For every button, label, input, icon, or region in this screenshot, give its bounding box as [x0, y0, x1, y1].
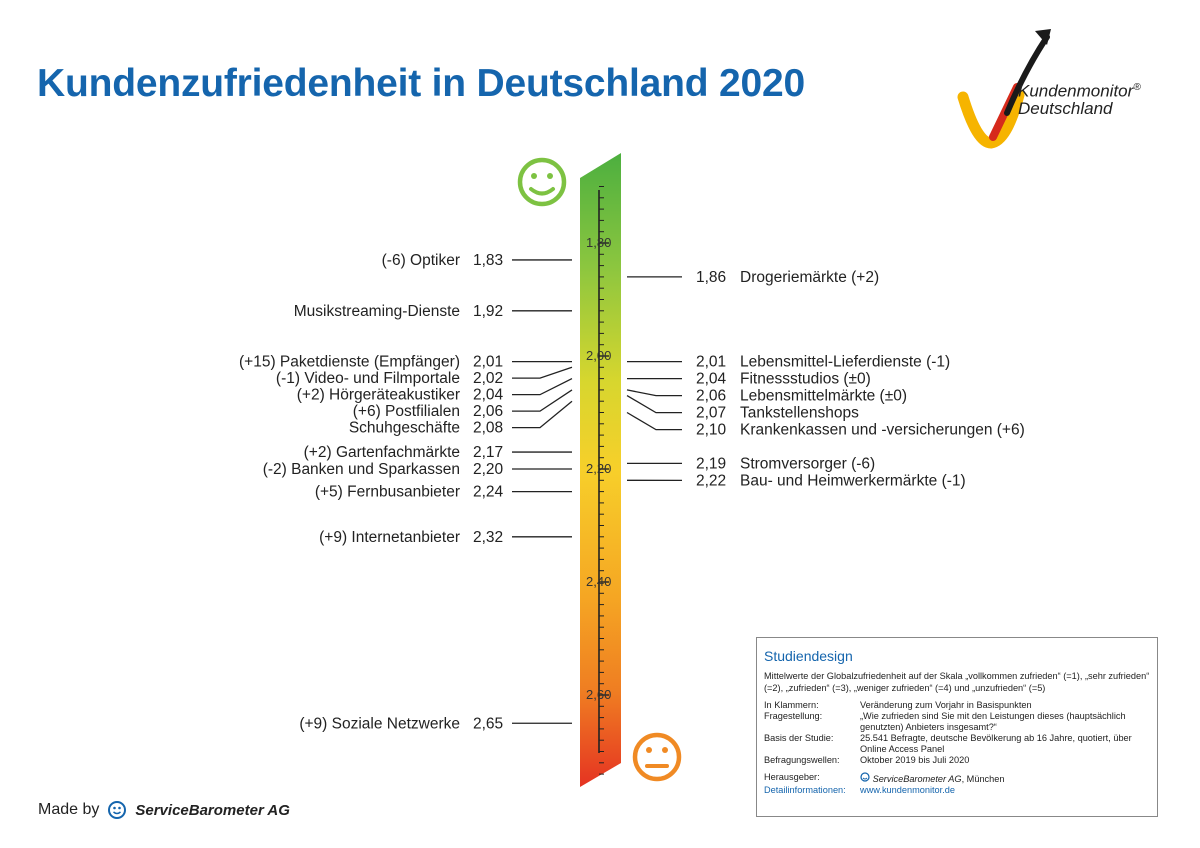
study-publisher-key: Herausgeber:	[764, 772, 820, 782]
study-row-key: Befragungswellen:	[764, 755, 840, 765]
left-leader-line	[512, 379, 572, 395]
left-value-label: 2,17	[473, 444, 504, 462]
study-publisher-row	[764, 772, 1150, 785]
study-publisher-city: , München	[961, 774, 1005, 784]
right-value-label: 2,19	[696, 455, 727, 473]
left-entry	[304, 444, 572, 461]
right-category-label: Stromversorger (-6)	[740, 455, 876, 473]
right-value-label: 1,86	[696, 268, 727, 286]
right-value-label: 2,22	[696, 472, 727, 490]
study-details-link[interactable]: www.kundenmonitor.de	[860, 785, 955, 795]
right-entry	[627, 455, 875, 472]
study-row-value: Veränderung zum Vorjahr in Basispunkten	[860, 700, 1032, 710]
left-category-label: (+5) Fernbusanbieter	[314, 483, 460, 501]
left-entry	[382, 252, 572, 269]
servicebarometer-icon	[107, 800, 127, 820]
right-value-label: 2,01	[696, 353, 727, 371]
right-entry	[627, 472, 966, 489]
page-title: Kundenzufriedenheit in Deutschland 2020	[37, 62, 805, 105]
right-category-label: Lebensmittelmärkte (±0)	[740, 387, 908, 405]
study-description: Mittelwerte der Globalzufriedenheit auf der Skala „vollkommen zufrieden“ (=1), „sehr zufrieden“ (=2), „zufrieden“ (=3), „weniger zufrieden“ (=4) und „unzufrieden“ (=5)	[764, 671, 1150, 693]
made-by-label: Made by	[38, 801, 100, 818]
right-entry	[627, 354, 950, 371]
left-category-label: (+9) Soziale Netzwerke	[299, 715, 460, 733]
study-row-value: Oktober 2019 bis Juli 2020	[860, 755, 970, 765]
left-value-label: 2,24	[473, 483, 504, 501]
left-entry	[294, 303, 572, 320]
right-entry	[627, 269, 879, 286]
left-value-label: 2,32	[473, 528, 504, 546]
right-value-label: 2,04	[696, 370, 727, 388]
left-entry	[263, 461, 572, 478]
study-details-key: Detailinformationen:	[764, 785, 846, 795]
right-leader-line	[627, 413, 682, 430]
right-category-label: Lebensmittel-Lieferdienste (-1)	[740, 353, 951, 371]
axis-tick-label: 2,20	[586, 461, 612, 476]
study-row-value: 25.541 Befragte, deutsche Bevölkerung ab 16 Jahre, quotiert, über Online Access Panel	[860, 733, 1132, 754]
left-value-label: 2,06	[473, 403, 504, 421]
right-category-label: Tankstellenshops	[740, 404, 859, 422]
study-row	[764, 755, 1150, 766]
axis-tick-label: 2,60	[586, 687, 612, 702]
left-value-label: 2,02	[473, 370, 504, 388]
left-category-label: Musikstreaming-Dienste	[293, 302, 460, 320]
left-value-label: 1,92	[473, 302, 504, 320]
left-category-label: (+2) Gartenfachmärkte	[303, 444, 460, 462]
left-category-label: (+6) Postfilialen	[352, 403, 460, 421]
study-publisher-name: ServiceBarometer AG	[872, 774, 962, 784]
study-row	[764, 700, 1150, 711]
left-category-label: (-1) Video- und Filmportale	[275, 370, 460, 388]
left-entry	[319, 529, 572, 546]
study-row	[764, 711, 1150, 733]
axis-tick-label: 2,00	[586, 348, 612, 363]
left-value-label: 2,01	[473, 353, 504, 371]
right-category-label: Krankenkassen und -versicherungen (+6)	[740, 421, 1025, 439]
study-row-key: Basis der Studie:	[764, 733, 834, 743]
left-category-label: (-6) Optiker	[381, 251, 460, 269]
study-row-key: In Klammern:	[764, 700, 819, 710]
made-by-footer	[38, 800, 290, 820]
study-design-box	[756, 637, 1158, 817]
study-row	[764, 733, 1150, 755]
left-entry	[276, 367, 572, 387]
smiley-neutral-icon	[635, 735, 679, 779]
left-value-label: 2,08	[473, 419, 504, 437]
right-value-label: 2,07	[696, 404, 727, 422]
left-leader-line	[512, 367, 572, 378]
left-category-label: (+9) Internetanbieter	[319, 528, 460, 546]
left-entry	[299, 715, 572, 732]
made-by-company: ServiceBarometer AG	[135, 801, 290, 819]
study-details-row[interactable]	[764, 785, 1150, 796]
left-value-label: 2,65	[473, 715, 504, 733]
left-value-label: 2,20	[473, 461, 504, 478]
right-entry	[627, 388, 907, 405]
left-category-label: (+2) Hörgeräteakustiker	[296, 386, 460, 404]
left-entry	[239, 354, 572, 371]
servicebarometer-small-icon	[860, 772, 870, 782]
study-title: Studiendesign	[764, 648, 853, 664]
smiley-happy-icon	[520, 160, 564, 204]
logo-registered-mark: ®	[1133, 82, 1141, 93]
axis-tick-label: 2,40	[586, 574, 612, 589]
right-leader-line	[627, 390, 682, 396]
axis-tick-label: 1,80	[586, 235, 612, 250]
left-value-label: 2,04	[473, 386, 504, 404]
right-entry	[627, 371, 871, 388]
logo-wordmark	[1018, 79, 1141, 117]
left-value-label: 1,83	[473, 251, 504, 269]
right-category-label: Drogeriemärkte (+2)	[740, 268, 880, 286]
right-value-label: 2,10	[696, 421, 727, 439]
right-leader-line	[627, 396, 682, 413]
right-category-label: Fitnessstudios (±0)	[740, 370, 871, 388]
left-category-label: Schuhgeschäfte	[348, 419, 460, 437]
study-row-key: Fragestellung:	[764, 711, 823, 721]
left-leader-line	[512, 401, 572, 427]
left-category-label: (-2) Banken und Sparkassen	[262, 461, 460, 478]
logo-line2: Deutschland	[1018, 98, 1113, 118]
study-row-value: „Wie zufrieden sind Sie mit den Leistungen dieses (hauptsächlich genutzten) Anbieters insgesamt?“	[860, 711, 1126, 732]
right-category-label: Bau- und Heimwerkermärkte (-1)	[740, 472, 966, 490]
left-entry	[315, 484, 572, 501]
right-value-label: 2,06	[696, 387, 727, 405]
left-category-label: (+15) Paketdienste (Empfänger)	[239, 353, 460, 371]
logo-line1: Kundenmonitor	[1018, 81, 1134, 101]
